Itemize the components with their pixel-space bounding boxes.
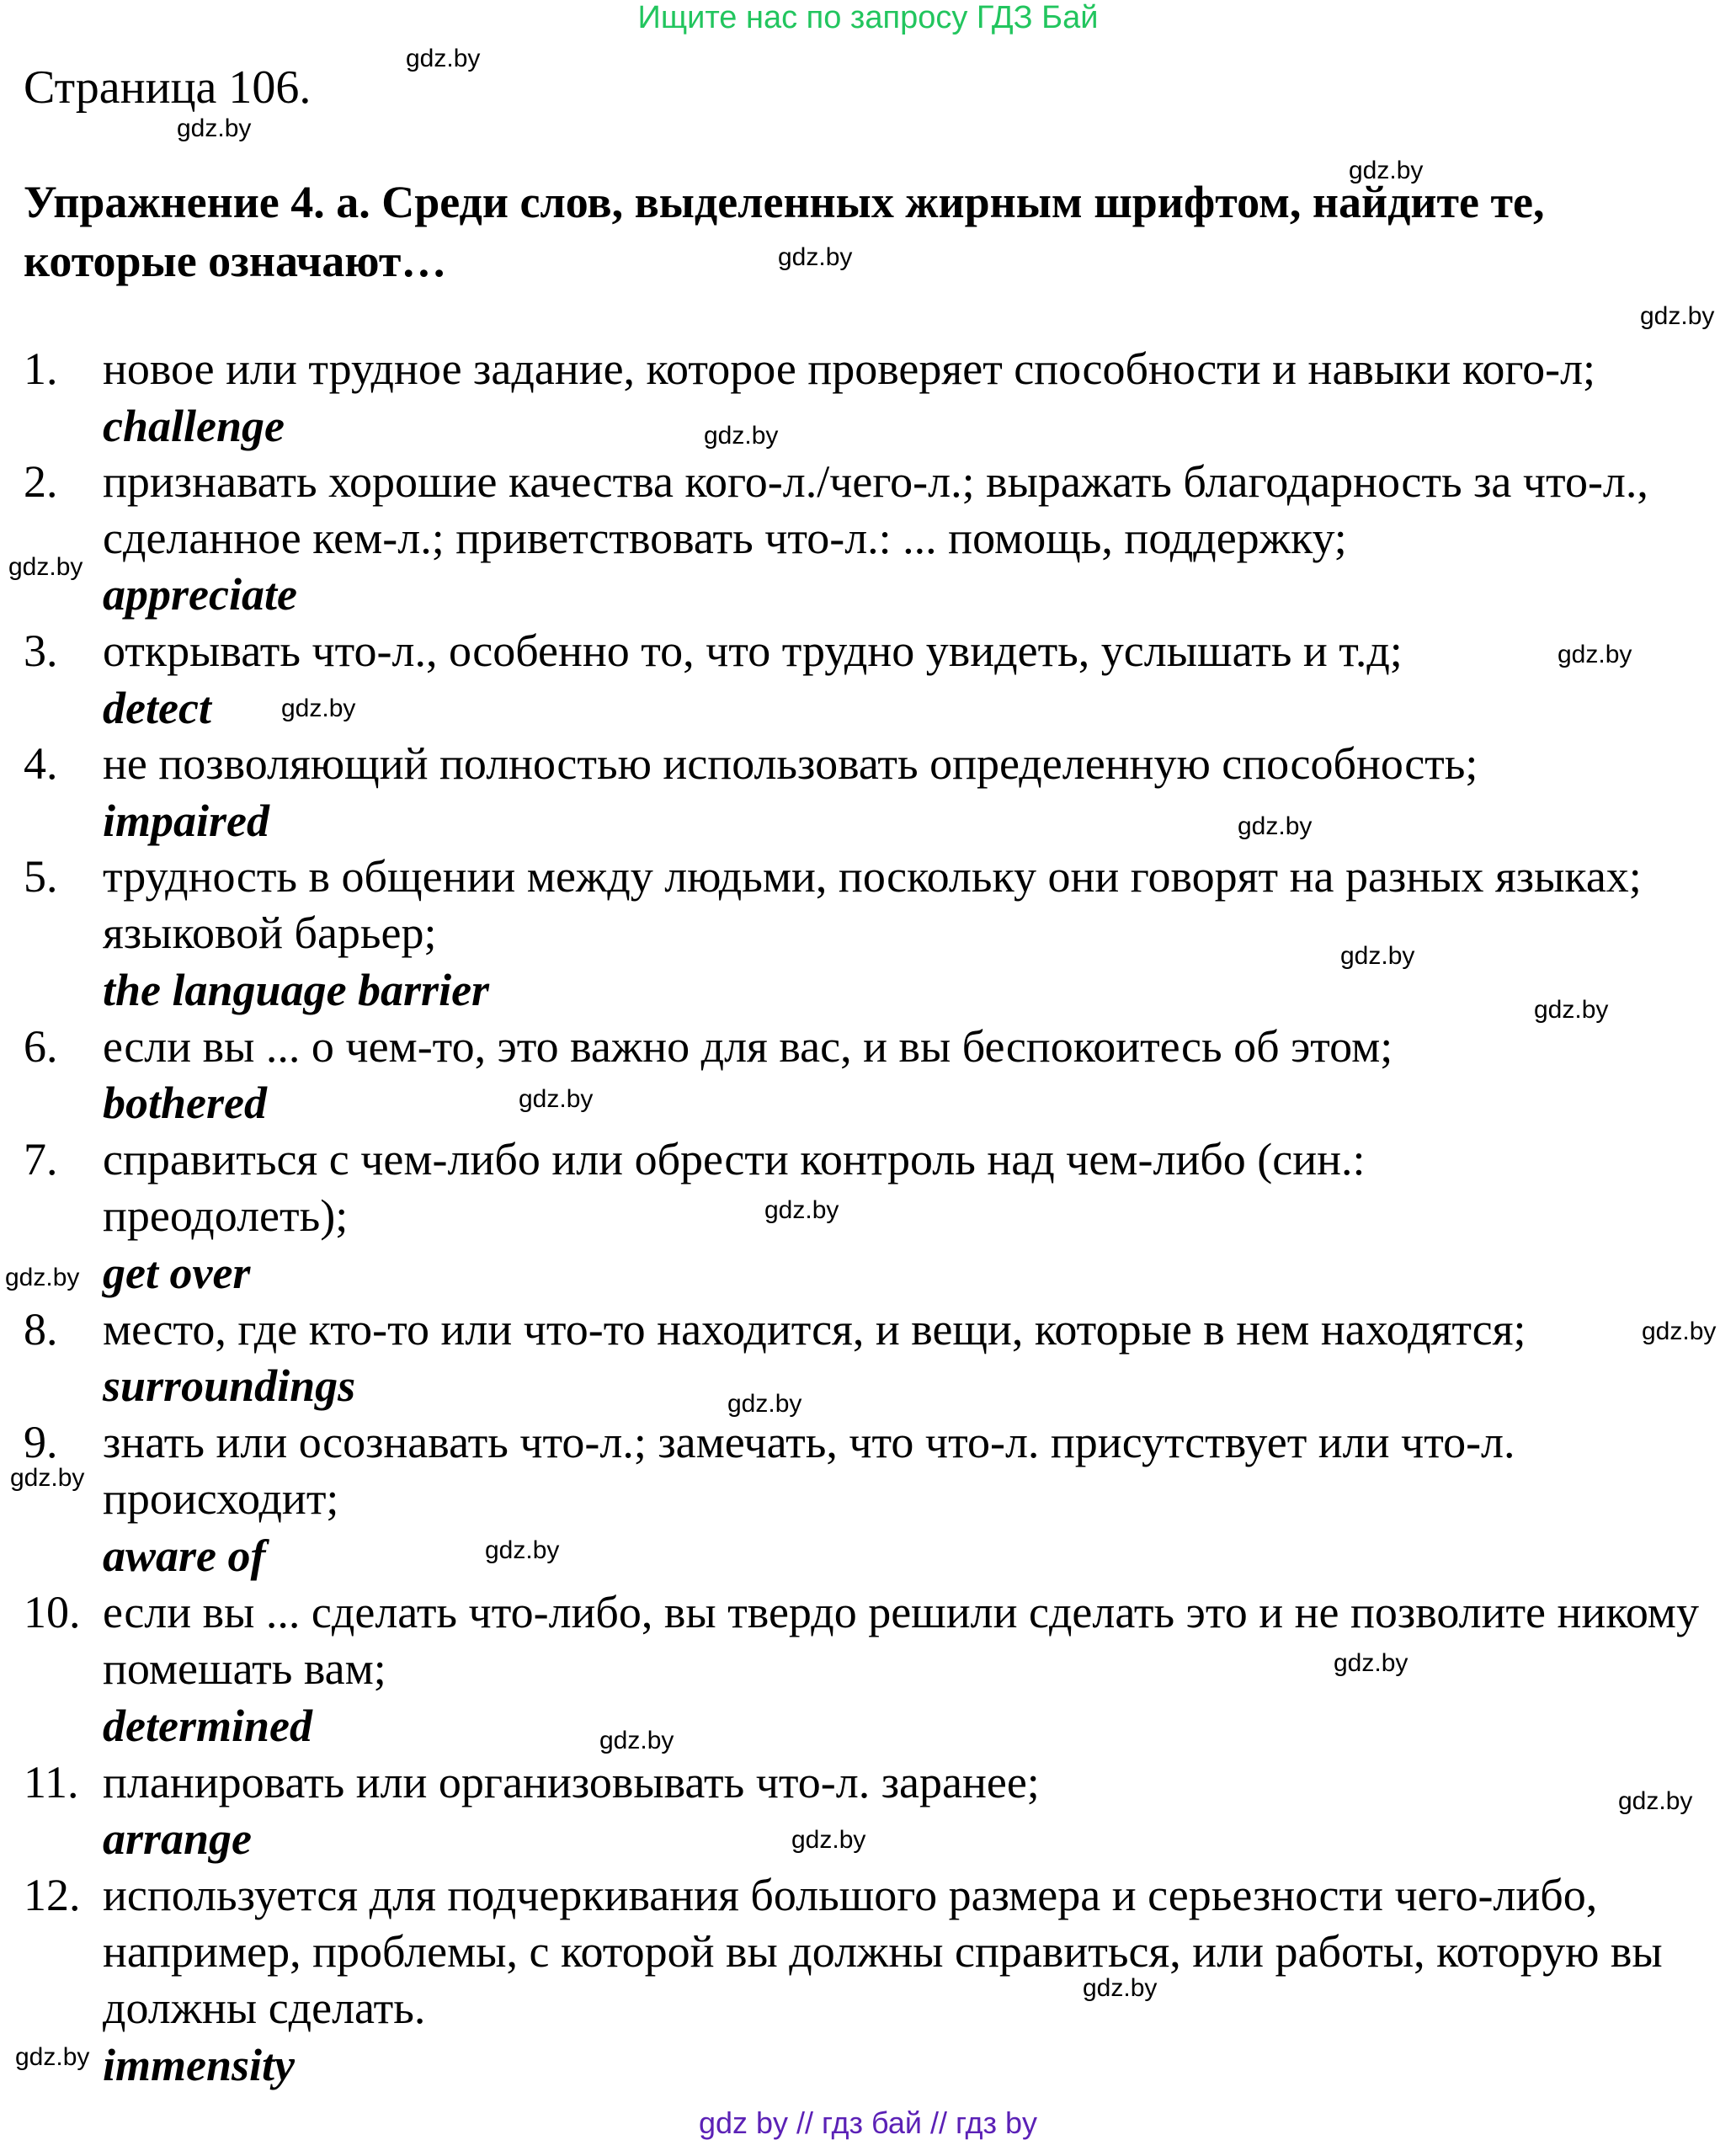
item-definition: новое или трудное задание, которое проверяет способности и навыки кого-л;	[103, 343, 1596, 394]
watermark: gdz.by	[1340, 942, 1415, 970]
watermark: gdz.by	[727, 1390, 802, 1418]
watermark: gdz.by	[281, 695, 356, 722]
watermark: gdz.by	[485, 1536, 560, 1564]
exercise-heading: Упражнение 4. а. Среди слов, выделенных жирным шрифтом, найдите те, которые означают…	[24, 177, 1545, 286]
item-definition: планировать или организовывать что-л. заранее;	[103, 1757, 1040, 1807]
watermark: gdz.by	[8, 553, 83, 581]
item-number: 10.	[24, 1587, 81, 1637]
item-definition: используется для подчеркивания большого размера и серьезности чего-либо, например, проблемы, с которой вы должны справиться, или работы, которую вы должны сделать.	[103, 1870, 1663, 2033]
watermark: gdz.by	[1083, 1974, 1158, 2002]
page-title: Страница 106.	[24, 61, 312, 114]
watermark: gdz.by	[704, 422, 779, 450]
watermark: gdz.by	[764, 1196, 839, 1224]
item-answer: appreciate	[103, 569, 297, 620]
item-definition: открывать что-л., особенно то, что трудно увидеть, услышать и т.д;	[103, 626, 1403, 676]
item-number: 7.	[24, 1134, 58, 1184]
item-answer: arrange	[103, 1813, 253, 1864]
watermark: gdz.by	[406, 45, 481, 72]
item-answer: aware of	[103, 1530, 266, 1581]
item-number: 5.	[24, 851, 58, 902]
item-definition: если вы ... сделать что-либо, вы твердо решили сделать это и не позволите никому помешать вам;	[103, 1587, 1699, 1694]
watermark: gdz.by	[1334, 1649, 1409, 1677]
item-answer: immensity	[103, 2040, 295, 2090]
watermark: gdz.by	[10, 1464, 85, 1492]
item-answer: get over	[103, 1248, 251, 1298]
watermark: gdz.by	[1618, 1787, 1693, 1815]
item-answer: challenge	[103, 401, 285, 451]
item-answer: surroundings	[103, 1360, 356, 1411]
item-number: 4.	[24, 738, 58, 789]
item-answer: impaired	[103, 796, 269, 846]
watermark: gdz.by	[1558, 641, 1632, 668]
item-number: 12.	[24, 1870, 81, 1920]
watermark: gdz.by	[791, 1826, 866, 1854]
item-number: 2.	[24, 456, 58, 507]
item-number: 11.	[24, 1757, 79, 1807]
item-number: 1.	[24, 343, 58, 394]
watermark: gdz.by	[778, 243, 853, 271]
watermark: gdz.by	[599, 1727, 674, 1754]
item-definition: признавать хорошие качества кого-л./чего-л.; выражать благодарность за что-л., сделанное кем-л.; приветствовать что-л.: ... помощь, поддержку;	[103, 456, 1648, 563]
item-number: 8.	[24, 1304, 58, 1355]
item-definition: знать или осознавать что-л.; замечать, что что-л. присутствует или что-л. происходит;	[103, 1417, 1515, 1524]
item-number: 6.	[24, 1021, 58, 1072]
item-answer: determined	[103, 1701, 312, 1751]
watermark: gdz.by	[1640, 302, 1715, 330]
top-banner: Ищите нас по запросу ГДЗ Бай	[637, 0, 1099, 35]
item-definition: место, где кто-то или что-то находится, и вещи, которые в нем находятся;	[103, 1304, 1526, 1355]
item-number: 9.	[24, 1417, 58, 1467]
watermark: gdz.by	[177, 114, 252, 142]
watermark: gdz.by	[1534, 996, 1609, 1024]
item-answer: the language barrier	[103, 965, 490, 1015]
item-definition: справиться с чем-либо или обрести контроль над чем-либо (син.: преодолеть);	[103, 1134, 1366, 1241]
footer-links: gdz by // гдз бай // гдз by	[698, 2105, 1038, 2140]
item-number: 3.	[24, 626, 58, 676]
item-definition: если вы ... о чем-то, это важно для вас, и вы беспокоитесь об этом;	[103, 1021, 1393, 1072]
item-answer: bothered	[103, 1078, 267, 1128]
watermark: gdz.by	[1642, 1318, 1717, 1345]
watermark: gdz.by	[15, 2043, 90, 2071]
watermark: gdz.by	[519, 1085, 594, 1113]
item-definition: трудность в общении между людьми, поскольку они говорят на разных языках; языковой барьер;	[103, 851, 1642, 958]
item-answer: detect	[103, 683, 211, 733]
watermark: gdz.by	[5, 1264, 80, 1291]
item-definition: не позволяющий полностью использовать определенную способность;	[103, 738, 1478, 789]
watermark: gdz.by	[1349, 157, 1424, 184]
watermark: gdz.by	[1238, 812, 1313, 840]
